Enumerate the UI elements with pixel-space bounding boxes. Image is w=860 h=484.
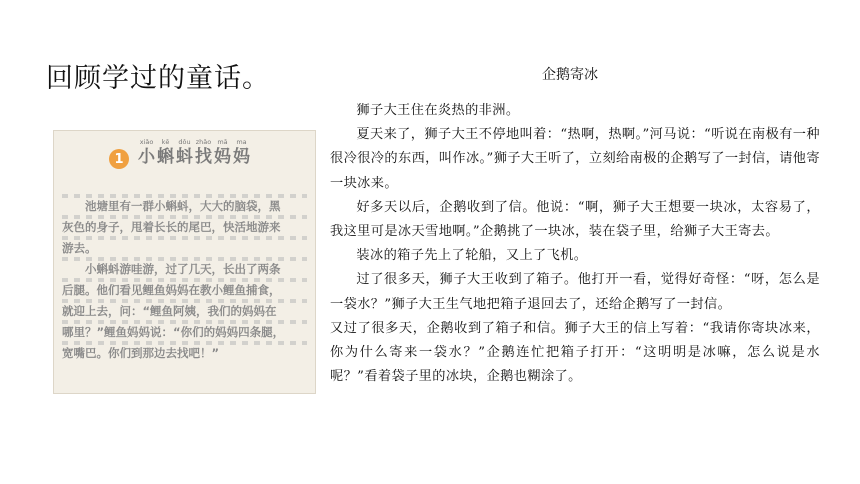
hanzi: 蚪 (176, 147, 193, 167)
textbook-line: 哪里？”鲤鱼妈妈说：“你们的妈妈四条腿， (62, 319, 307, 340)
story-paragraph: 狮子大王住在炎热的非洲。 (356, 103, 520, 118)
pinyin: zhǎo (195, 138, 212, 146)
pinyin: ma (236, 138, 247, 146)
hanzi: 找 (195, 147, 212, 167)
title-char (176, 137, 193, 167)
title-char (138, 137, 155, 167)
story-paragraph: 好多天以后，企鹅收到了信。他说：“啊，狮子大王想要一块冰，太容易了，我这里可是冰天雪地啊。”企鹅挑了一块冰，装在袋子里，给狮子大王寄去。 (330, 199, 820, 240)
textbook-line: 游去。 (62, 235, 307, 256)
story-text (330, 99, 820, 389)
textbook-body (62, 193, 307, 361)
hanzi: 小 (138, 147, 155, 167)
story-paragraph: 又过了很多天，企鹅收到了箱子和信。狮子大王的信上写着：“我请你寄块冰来，你为什么寄来一袋水？”企鹅连忙把箱子打开：“这明明是冰嘛，怎么说是水呢？”看着袋子里的冰块，企鹅也糊涂了。 (330, 320, 820, 385)
story-paragraph: 过了很多天，狮子大王收到了箱子。他打开一看，觉得好奇怪：“呀，怎么是一袋水？”狮子大王生气地把箱子退回去了，还给企鹅写了一封信。 (330, 272, 820, 312)
textbook-line: 宽嘴巴。你们到那边去找吧！” (62, 340, 307, 361)
story-paragraph: 装冰的箱子先上了轮船，又上了飞机。 (356, 248, 588, 264)
hanzi: 妈 (233, 147, 250, 167)
story-paragraph: 夏天来了，狮子大王不停地叫着：“热啊，热啊。”河马说：“听说在南极有一种很冷很冷的东西，叫作冰。”狮子大王听了，立刻给南极的企鹅写了一封信，请他寄一块冰来。 (330, 127, 820, 191)
pinyin: mā (217, 138, 228, 146)
textbook-line: 后腿。他们看见鲤鱼妈妈在教小鲤鱼捕食， (62, 277, 307, 298)
textbook-line: 池塘里有一群小蝌蚪，大大的脑袋，黑 (62, 193, 307, 214)
pinyin: xiǎo (139, 138, 154, 146)
textbook-title (138, 137, 250, 167)
story-title: 企鹅寄冰 (542, 67, 598, 83)
textbook-line: 就迎上去，问：“鲤鱼阿姨，我们的妈妈在 (62, 298, 307, 319)
title-char (233, 137, 250, 167)
pinyin: kē (161, 138, 170, 146)
textbook-line: 灰色的身子，甩着长长的尾巴，快活地游来 (62, 214, 307, 235)
page-heading: 回顾学过的童话。 (46, 63, 270, 94)
title-char (214, 137, 231, 167)
title-char (157, 137, 174, 167)
hanzi: 蝌 (157, 147, 174, 167)
lesson-number-badge: 1 (109, 149, 129, 169)
pinyin: dǒu (178, 138, 191, 146)
title-char (195, 137, 212, 167)
hanzi: 妈 (214, 147, 231, 167)
textbook-line: 小蝌蚪游哇游，过了几天，长出了两条 (62, 256, 307, 277)
textbook-page-image (53, 130, 316, 394)
